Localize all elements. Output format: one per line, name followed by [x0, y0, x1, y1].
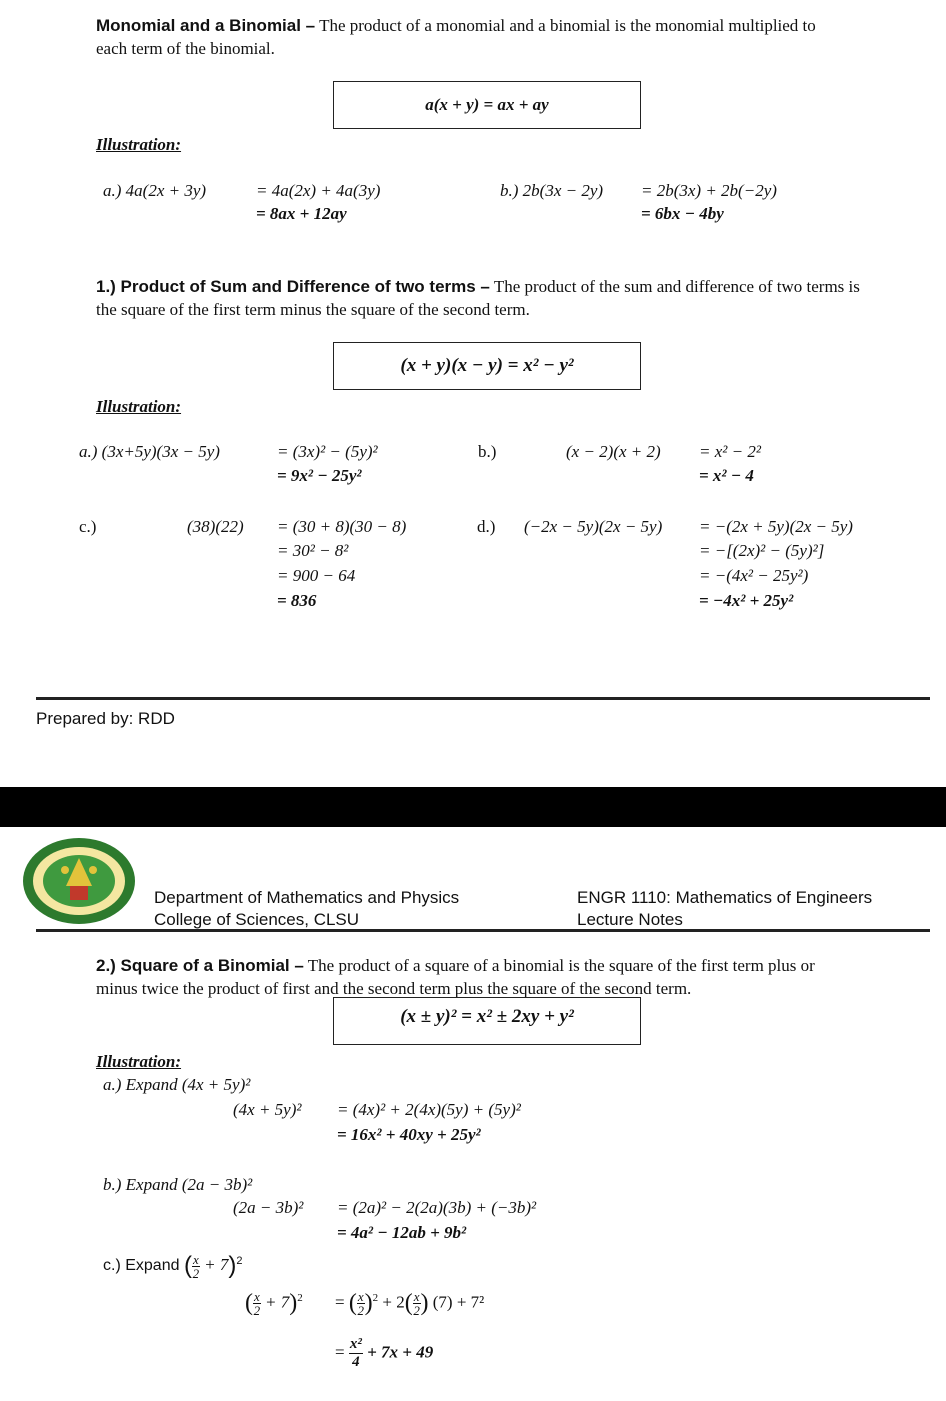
dept-line1: Department of Mathematics and Physics [154, 888, 460, 907]
page-break-band [0, 787, 946, 827]
monomial-b-line2: = 6bx − 4by [641, 204, 724, 223]
clsu-logo [20, 836, 138, 926]
monomial-text1: The product of a monomial and a binomial is the monomial multiplied to [319, 16, 816, 35]
illustration-label-3: Illustration: [96, 1052, 182, 1071]
sum-diff-c-line2: = 30² − 8² [277, 541, 349, 560]
sum-diff-formula-box [333, 342, 641, 390]
sum-diff-d-expr: (−2x − 5y)(2x − 5y) [524, 517, 663, 536]
sum-diff-d-line1: = −(2x + 5y)(2x − 5y) [699, 517, 853, 536]
square-b-expr: (2a − 3b)² [233, 1198, 304, 1217]
sum-diff-d-line4: = −4x² + 25y² [699, 591, 794, 610]
square-a-line2: = 16x² + 40xy + 25y² [337, 1125, 481, 1144]
sum-diff-d-line3: = −(4x² − 25y²) [699, 566, 809, 585]
sum-diff-text2: the square of the first term minus the square of the second term. [96, 300, 530, 319]
monomial-formula: a(x + y) = ax + ay [425, 95, 549, 114]
clsu-seal-icon [20, 836, 138, 926]
sum-diff-text1: The product of the sum and difference of two terms is [493, 277, 860, 296]
square-text1: The product of a square of a binomial is the square of the first term plus or [307, 956, 815, 975]
sum-diff-d-label: d.) [477, 517, 496, 536]
sum-diff-a-line2: = 9x² − 25y² [277, 466, 362, 485]
sum-diff-c-expr: (38)(22) [187, 517, 244, 536]
monomial-a-label: a.) 4a(2x + 3y) [103, 181, 207, 200]
square-b-line2: = 4a² − 12ab + 9b² [337, 1223, 467, 1242]
sum-diff-c-label: c.) [79, 517, 97, 536]
square-c-expr: ( $\frac{x}{2}$ + 7)$^2$ [245, 1289, 303, 1318]
square-a-expr: (4x + 5y)² [233, 1100, 302, 1119]
square-heading: 2.) Square of a Binomial – [96, 956, 304, 975]
square-c-label: c.) Expand [103, 1257, 180, 1275]
header-rule [36, 929, 930, 932]
dept-line2: College of Sciences, CLSU [154, 910, 360, 929]
monomial-text2: each term of the binomial. [96, 39, 275, 58]
monomial-heading: Monomial and a Binomial – [96, 16, 316, 35]
monomial-a-line2: = 8ax + 12ay [256, 204, 347, 223]
prepared-by: Prepared by: RDD [36, 709, 175, 728]
monomial-formula-box [333, 81, 641, 129]
square-a-line1: = (4x)² + 2(4x)(5y) + (5y)² [337, 1100, 521, 1119]
illustration-label-1: Illustration: [96, 135, 182, 154]
sum-diff-paragraph [96, 275, 860, 321]
square-formula-box [333, 997, 641, 1045]
square-formula: (x ± y)² = x² ± 2xy + y² [400, 1006, 574, 1027]
sum-diff-a-line1: = (3x)² − (5y)² [277, 442, 378, 461]
sum-diff-b-expr: (x − 2)(x + 2) [566, 442, 661, 461]
sum-diff-d-line2: = −[(2x)² − (5y)²] [699, 541, 825, 560]
sum-diff-c-line4: = 836 [277, 591, 317, 610]
monomial-a-line1: = 4a(2x) + 4a(3y) [256, 181, 381, 200]
sum-diff-a-label: a.) (3x+5y)(3x − 5y) [79, 442, 220, 461]
sum-diff-b-line1: = x² − 2² [699, 442, 761, 461]
sum-diff-b-line2: = x² − 4 [699, 466, 754, 485]
square-a-label: a.) Expand (4x + 5y)² [103, 1075, 251, 1094]
monomial-b-label: b.) 2b(3x − 2y) [500, 181, 604, 200]
sum-diff-c-line3: = 900 − 64 [277, 566, 356, 585]
course-line1: ENGR 1110: Mathematics of Engineers [577, 888, 873, 907]
monomial-b-line1: = 2b(3x) + 2b(−2y) [641, 181, 777, 200]
square-c-line2: = $\frac{\text{x²}}{4}$ + 7x + 49 [335, 1336, 434, 1370]
frac-x-over-2: $\frac{x}{2}$ [192, 1251, 200, 1281]
monomial-paragraph [96, 14, 816, 60]
square-paragraph [96, 954, 815, 1000]
square-b-line1: = (2a)² − 2(2a)(3b) + (−3b)² [337, 1198, 537, 1217]
square-c-heading: c.) Expand ( $\frac{x}{2}$ + 7)$^2$ [103, 1251, 243, 1281]
sum-diff-formula: (x + y)(x − y) = x² − y² [400, 355, 574, 376]
illustration-label-2: Illustration: [96, 397, 182, 416]
sum-diff-heading: 1.) Product of Sum and Difference of two terms – [96, 277, 490, 296]
square-c-line1: = ( $\frac{x}{2}$ )$^2$ + 2( $\frac{x}{2}$ ) (7) + 7² [335, 1289, 485, 1318]
square-b-label: b.) Expand (2a − 3b)² [103, 1175, 253, 1194]
course-line2: Lecture Notes [577, 910, 683, 929]
footer-rule [36, 697, 930, 700]
sum-diff-b-label: b.) [478, 442, 497, 461]
sum-diff-c-line1: = (30 + 8)(30 − 8) [277, 517, 407, 536]
square-text2: minus twice the product of first and the second term plus the square of the second term. [96, 979, 692, 998]
